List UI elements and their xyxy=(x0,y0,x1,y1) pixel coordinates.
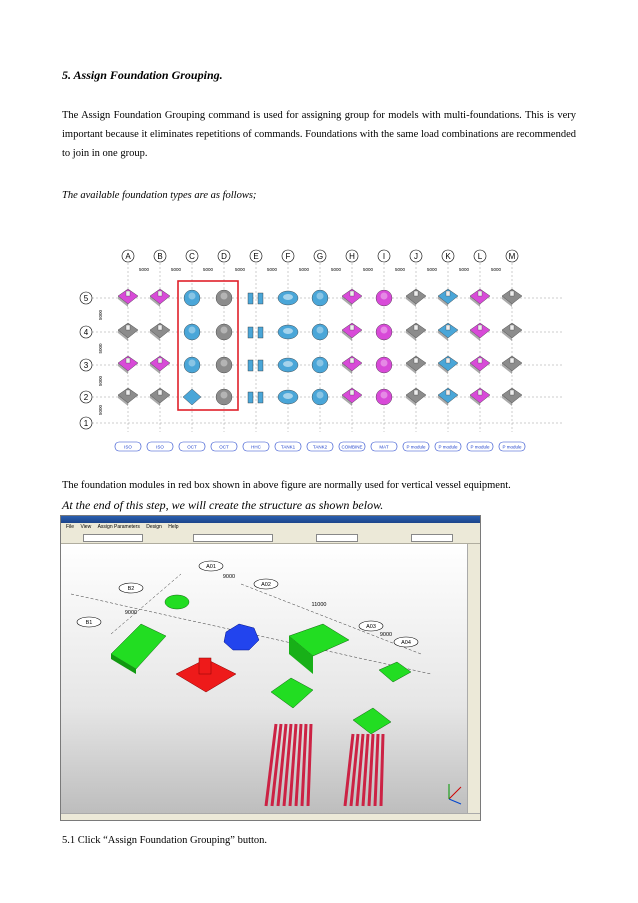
section-heading: 5. Assign Foundation Grouping. xyxy=(62,68,223,82)
pedestal xyxy=(126,390,130,395)
foundation-top xyxy=(221,293,228,300)
pedestal xyxy=(478,358,482,363)
type-select[interactable] xyxy=(316,534,358,542)
column-label-M: M xyxy=(508,252,516,261)
dimension-label: 9000 xyxy=(222,574,236,580)
red-box-caption: The foundation modules in red box shown in above figure are normally used for vertical vessel equipment. xyxy=(62,480,511,491)
green-octagon xyxy=(165,595,189,609)
pedestal xyxy=(350,291,354,296)
green-octagon-cap xyxy=(271,678,313,708)
column-label-E: E xyxy=(253,252,259,261)
menu-bar xyxy=(61,523,480,532)
column-label-B: B xyxy=(157,252,163,261)
axis-x xyxy=(449,787,461,799)
grid-bubble-label: B2 xyxy=(127,586,135,592)
file-select[interactable] xyxy=(411,534,453,542)
pedestal xyxy=(414,390,418,395)
foundation-shape xyxy=(248,327,253,338)
3d-viewport[interactable] xyxy=(61,544,467,814)
column-label-D: D xyxy=(221,252,227,261)
pile xyxy=(302,724,306,806)
pedestal xyxy=(158,325,162,330)
column-label-H: H xyxy=(349,252,355,261)
blue-octagon xyxy=(224,624,259,650)
pedestal xyxy=(350,325,354,330)
grid-bubble-label: A03 xyxy=(366,624,376,630)
pile xyxy=(381,734,383,806)
menu-file[interactable]: File xyxy=(66,524,75,530)
step-5-1: 5.1 Click “Assign Foundation Grouping” button. xyxy=(62,835,268,846)
foundation-top xyxy=(221,327,228,334)
group-select[interactable] xyxy=(193,534,273,542)
3d-scene xyxy=(61,544,467,814)
foundation-top xyxy=(189,327,196,334)
row-label-2: 2 xyxy=(83,393,89,402)
pedestal xyxy=(478,390,482,395)
menu-assign-parameters[interactable]: Assign Parameters xyxy=(97,524,140,530)
pile xyxy=(308,724,311,806)
type-label: OCT xyxy=(187,444,197,450)
column-label-F: F xyxy=(285,252,291,261)
pedestal xyxy=(478,291,482,296)
software-screenshot xyxy=(60,515,481,821)
column-spacing: 5000 xyxy=(426,267,438,272)
row-label-4: 4 xyxy=(83,328,89,337)
foundation-top xyxy=(381,327,388,334)
row-spacing: 5000 xyxy=(98,404,103,416)
menu-view[interactable]: View xyxy=(80,524,92,530)
foundation-top xyxy=(381,392,388,399)
foundation-top xyxy=(221,392,228,399)
type-label: MAT xyxy=(379,444,389,450)
column-spacing: 5000 xyxy=(202,267,214,272)
pedestal xyxy=(510,358,514,363)
foundation-top xyxy=(221,360,228,367)
column-spacing: 5000 xyxy=(234,267,246,272)
foundation-shape xyxy=(258,392,263,403)
foundation-shape xyxy=(258,360,263,371)
pedestal xyxy=(158,390,162,395)
foundation-top xyxy=(283,393,293,399)
pedestal xyxy=(446,291,450,296)
column-label-G: G xyxy=(316,252,324,261)
foundation-shape xyxy=(258,293,263,304)
window-titlebar xyxy=(61,516,480,523)
type-label: OCT xyxy=(219,444,229,450)
pedestal xyxy=(350,390,354,395)
foundation-top xyxy=(283,361,293,367)
foundation-top xyxy=(189,293,196,300)
red-pedestal xyxy=(199,658,211,674)
type-label: ISO xyxy=(156,444,164,450)
structure-select[interactable] xyxy=(83,534,143,542)
pedestal xyxy=(446,390,450,395)
type-label: ISO xyxy=(124,444,132,450)
foundation-top xyxy=(317,327,324,334)
pedestal xyxy=(414,325,418,330)
pedestal xyxy=(158,291,162,296)
foundation-types-figure xyxy=(72,244,572,456)
end-of-step-caption: At the end of this step, we will create the structure as shown below. xyxy=(62,498,384,512)
pedestal xyxy=(446,358,450,363)
dimension-label: 9000 xyxy=(379,632,393,638)
column-spacing: 5000 xyxy=(170,267,182,272)
row-label-1: 1 xyxy=(83,419,89,428)
foundation-top xyxy=(381,293,388,300)
foundation-shape xyxy=(248,293,253,304)
intro-paragraph: The Assign Foundation Grouping command is used for assigning group for models with multi-foundations. This is very important because it eliminates repetitions of commands. Foundations with the same load combinations are recommended to join in one group. xyxy=(62,110,576,159)
menu-help[interactable]: Help xyxy=(168,524,179,530)
column-label-J: J xyxy=(414,252,418,261)
axis-y xyxy=(449,799,461,804)
pedestal xyxy=(446,325,450,330)
column-spacing: 5000 xyxy=(138,267,150,272)
dimension-label: 9000 xyxy=(124,610,138,616)
pedestal xyxy=(510,390,514,395)
column-spacing: 5000 xyxy=(330,267,342,272)
type-label: HHC xyxy=(251,444,261,450)
pile xyxy=(375,734,378,806)
type-label: TANK2 xyxy=(312,444,328,450)
type-label: P module xyxy=(438,444,458,450)
foundation-top xyxy=(283,328,293,334)
pedestal xyxy=(126,358,130,363)
column-label-A: A xyxy=(125,252,131,261)
foundation-shape xyxy=(183,389,201,405)
foundation-top xyxy=(283,294,293,300)
pedestal xyxy=(510,325,514,330)
grid-bubble-label: A01 xyxy=(206,564,216,570)
right-toolbar xyxy=(467,544,481,814)
pedestal xyxy=(126,325,130,330)
type-label: P module xyxy=(470,444,490,450)
status-bar xyxy=(61,813,480,820)
row-spacing: 5000 xyxy=(98,375,103,387)
type-label: P module xyxy=(406,444,426,450)
pile xyxy=(363,734,368,806)
pedestal xyxy=(158,358,162,363)
pedestal xyxy=(414,358,418,363)
foundation-shape xyxy=(258,327,263,338)
pedestal xyxy=(414,291,418,296)
row-label-5: 5 xyxy=(83,294,89,303)
foundation-top xyxy=(317,392,324,399)
column-spacing: 5000 xyxy=(298,267,310,272)
column-label-L: L xyxy=(477,252,483,261)
column-spacing: 5000 xyxy=(458,267,470,272)
grid-bubble-label: A02 xyxy=(261,582,271,588)
column-label-C: C xyxy=(189,252,195,261)
column-label-I: I xyxy=(382,252,386,261)
pile xyxy=(369,734,373,806)
foundation-shape xyxy=(248,360,253,371)
column-spacing: 5000 xyxy=(362,267,374,272)
pile xyxy=(296,724,301,806)
foundation-top xyxy=(317,293,324,300)
dimension-label: 11000 xyxy=(311,602,327,608)
pedestal xyxy=(126,291,130,296)
grid-bubble-label: A04 xyxy=(401,640,411,646)
pedestal xyxy=(478,325,482,330)
type-label: COMBINE xyxy=(341,444,363,450)
available-types-text: The available foundation types are as follows; xyxy=(62,190,257,201)
pedestal xyxy=(510,291,514,296)
green-octagon-cap xyxy=(353,708,391,734)
column-spacing: 5000 xyxy=(394,267,406,272)
column-spacing: 5000 xyxy=(490,267,502,272)
pedestal xyxy=(350,358,354,363)
grid-bubble-label: B1 xyxy=(85,620,93,626)
foundation-shape xyxy=(248,392,253,403)
column-label-K: K xyxy=(445,252,451,261)
row-spacing: 5000 xyxy=(98,343,103,354)
type-label: P module xyxy=(502,444,522,450)
row-label-3: 3 xyxy=(83,361,89,370)
foundation-top xyxy=(189,360,196,367)
toolbar xyxy=(61,532,480,544)
green-octagon-small xyxy=(379,662,411,682)
row-spacing: 5000 xyxy=(98,309,103,321)
type-label: TANK1 xyxy=(280,444,296,450)
foundation-top xyxy=(381,360,388,367)
foundation-top xyxy=(317,360,324,367)
column-spacing: 5000 xyxy=(266,267,278,272)
menu-design[interactable]: Design xyxy=(146,524,162,530)
